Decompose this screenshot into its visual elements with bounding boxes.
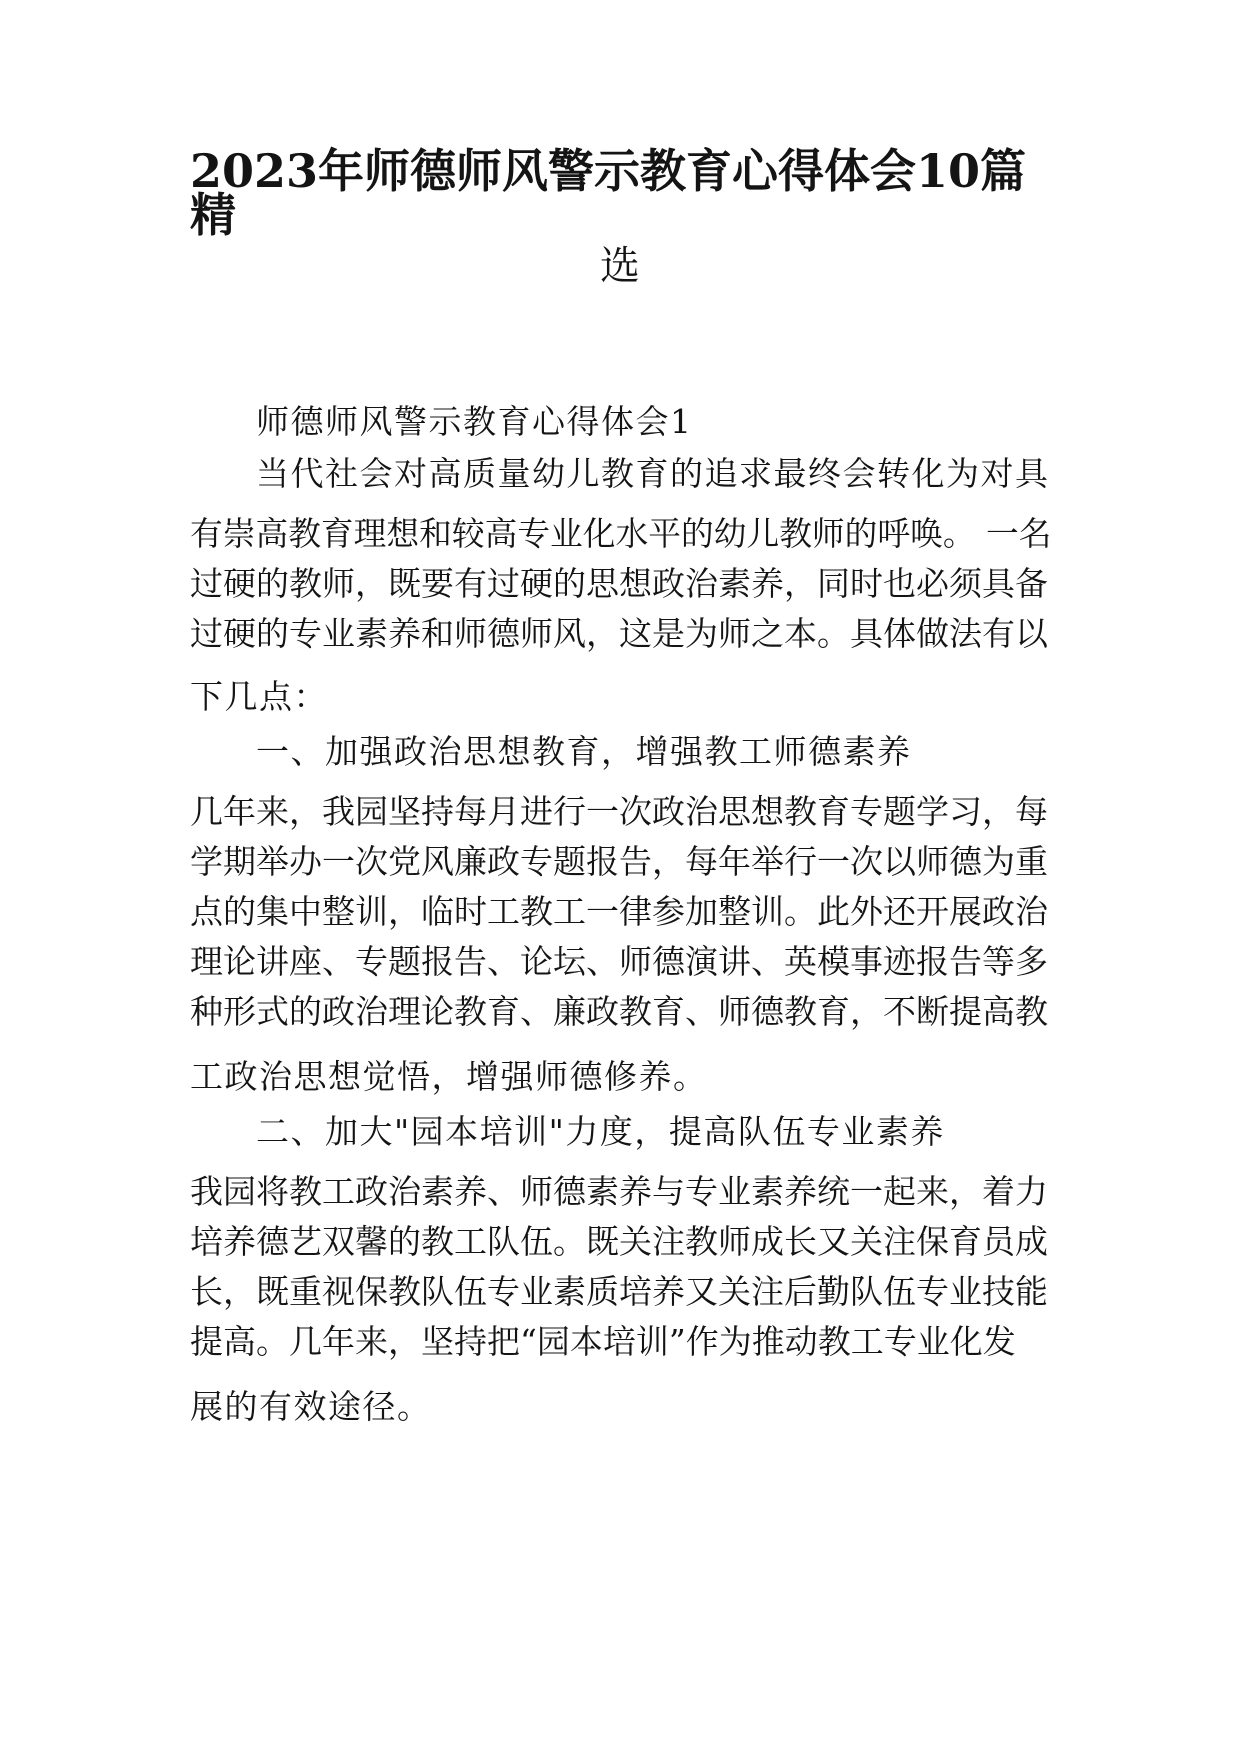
- paragraph-line: 点的集中整训，临时工教工一律参加整训。此外还开展政治: [190, 892, 1048, 931]
- paragraph-line: 有崇高教育理想和较高专业化水平的幼儿教师的呼唤。 一名: [190, 514, 1052, 553]
- paragraph-line: 种形式的政治理论教育、廉政教育、师德教育，不断提高教: [190, 992, 1048, 1031]
- document-title-line-3: 选: [600, 243, 640, 289]
- paragraph-line: 学期举办一次党风廉政专题报告，每年举行一次以师德为重: [190, 842, 1048, 881]
- paragraph-line: 过硬的专业素养和师德师风，这是为师之本。具体做法有以: [190, 614, 1048, 653]
- paragraph-line: 工政治思想觉悟，增强师德修养。: [190, 1057, 708, 1096]
- paragraph-line: 我园将教工政治素养、师德素养与专业素养统一起来，着力: [190, 1172, 1048, 1211]
- document-title-line-1: 2023年师德师风警示教育心得体会10篇: [190, 144, 1027, 198]
- document-title-line-2: 精: [190, 188, 236, 242]
- paragraph-line: 下几点：: [190, 677, 328, 716]
- paragraph-line: 长，既重视保教队伍专业素质培养又关注后勤队伍专业技能: [190, 1272, 1048, 1311]
- paragraph-line: 理论讲座、专题报告、论坛、师德演讲、英模事迹报告等多: [190, 942, 1048, 981]
- subsection-heading: 二、加大"园本培训"力度，提高队伍专业素养: [256, 1112, 945, 1151]
- subsection-heading: 一、加强政治思想教育，增强教工师德素养: [256, 732, 912, 771]
- paragraph-line: 过硬的教师，既要有过硬的思想政治素养，同时也必须具备: [190, 564, 1048, 603]
- paragraph-line: 培养德艺双馨的教工队伍。既关注教师成长又关注保育员成: [190, 1222, 1048, 1261]
- paragraph-line: 几年来，我园坚持每月进行一次政治思想教育专题学习，每: [190, 792, 1048, 831]
- paragraph-line: 当代社会对高质量幼儿教育的追求最终会转化为对具: [256, 454, 1050, 493]
- section-heading: 师德师风警示教育心得体会1: [256, 402, 693, 441]
- paragraph-line: 提高。几年来，坚持把“园本培训”作为推动教工专业化发: [190, 1322, 1016, 1361]
- paragraph-line: 展的有效途径。: [190, 1387, 432, 1426]
